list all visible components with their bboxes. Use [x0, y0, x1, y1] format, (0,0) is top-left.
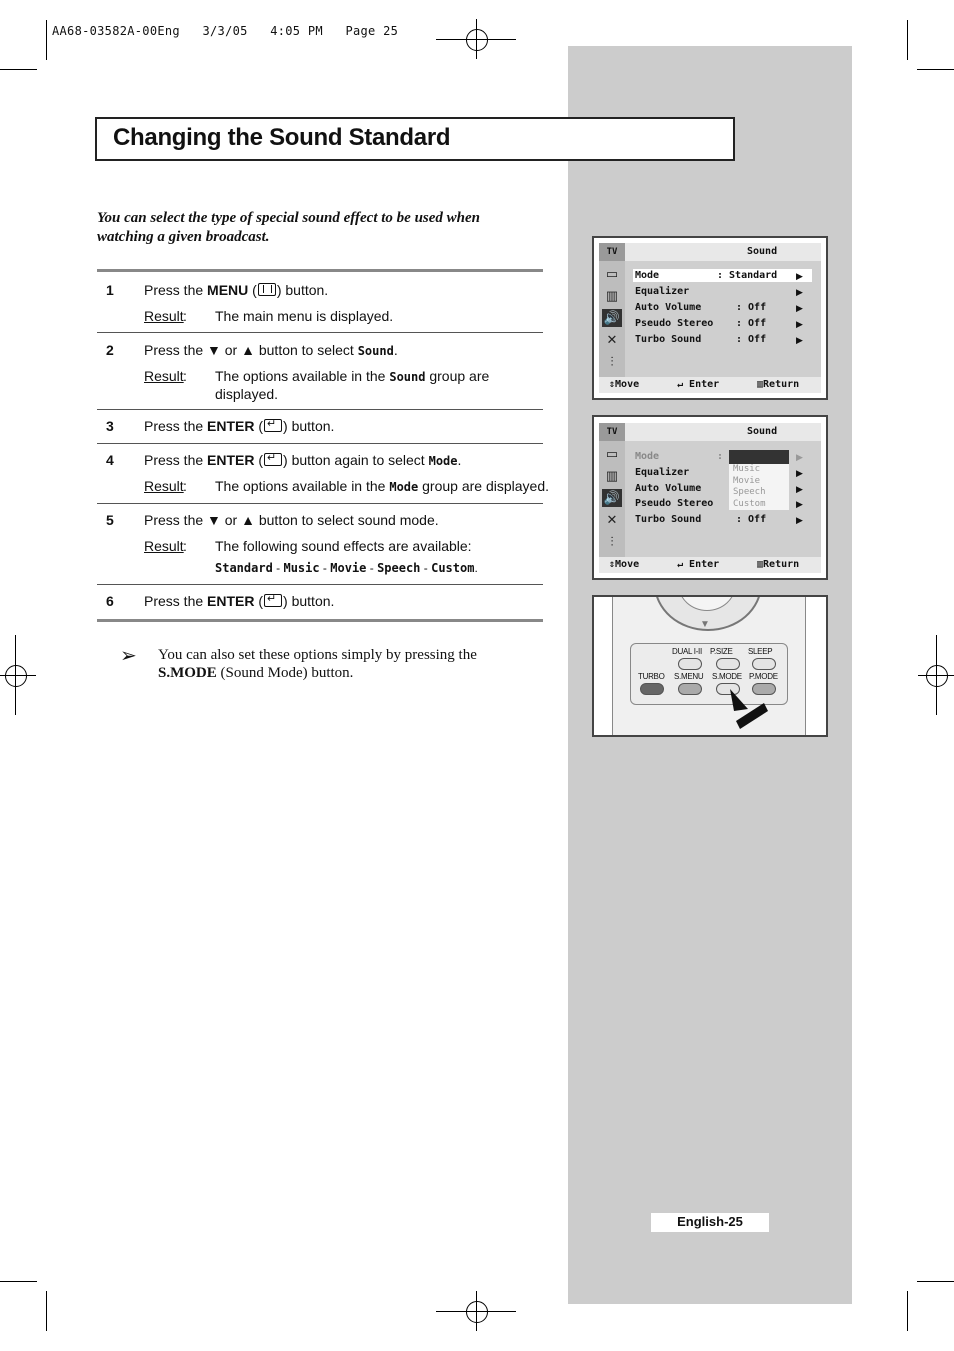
arrow-right-icon: ▶ [796, 287, 803, 297]
menu-row-turbo-sound: Turbo Sound : Off [635, 334, 767, 345]
row-divider [97, 443, 543, 444]
arrow-right-icon: ▶ [796, 468, 803, 478]
dropdown-option: Movie [733, 475, 761, 486]
enter-hint: ↵ Enter [677, 559, 720, 570]
move-hint: ⇕Move [609, 379, 640, 390]
crop-mark [0, 69, 37, 70]
result-text: The options available in the Sound group are displayed. [215, 368, 490, 402]
arrow-right-icon: ▶ [796, 515, 803, 525]
crop-mark [46, 20, 47, 60]
menu-row-turbo-sound: Turbo Sound : Off [635, 514, 767, 525]
page-number: English-25 [677, 1214, 743, 1229]
sleep-button [752, 658, 776, 670]
setup-icon: ▥ [605, 288, 619, 303]
move-hint: ⇕Move [609, 559, 640, 570]
crop-mark [917, 69, 954, 70]
menu-row-auto-volume: Auto Volume [635, 483, 702, 494]
tv-tab: TV [599, 423, 625, 441]
enter-hint: ↵ Enter [677, 379, 720, 390]
osd-icon-column [599, 441, 625, 557]
mode-dropdown [729, 464, 789, 510]
function-icon: ⫶ [610, 354, 614, 369]
remote-label: P.MODE [749, 672, 778, 681]
registration-mark [476, 1291, 477, 1331]
tv-tab: TV [599, 243, 625, 261]
registration-mark [0, 675, 36, 676]
step-text: Press the MENU ( ) button. [144, 282, 329, 298]
osd-header: Sound [747, 246, 778, 257]
enter-icon [264, 419, 282, 432]
result-text: The main menu is displayed. [215, 308, 394, 324]
remote-label: S.MODE [712, 672, 742, 681]
step-number: 3 [106, 418, 114, 434]
down-arrow-icon: ▼ [700, 619, 710, 630]
enter-icon [264, 594, 282, 607]
registration-mark [476, 19, 477, 59]
channel-icon: ✕ [606, 332, 618, 347]
arrow-right-icon: ▶ [796, 499, 803, 509]
step-text: Press the ▼ or ▲ button to select sound mode. [144, 512, 439, 528]
speaker-icon: 🔊 [603, 310, 621, 325]
arrow-right-icon: ▶ [796, 271, 803, 281]
step-text: Press the ENTER (↵ ) button. [144, 418, 334, 434]
registration-mark [5, 665, 27, 687]
crop-mark [917, 1281, 954, 1282]
step-number: 2 [106, 342, 114, 358]
picture-icon: ▭ [605, 266, 619, 281]
crop-mark [46, 1291, 47, 1331]
result-text: The options available in the Mode group are displayed. [215, 478, 550, 494]
row-divider [97, 503, 543, 504]
return-hint: ▥Return [757, 559, 800, 570]
step-text: Press the ENTER (↵ ) button again to select Mode. [144, 452, 461, 468]
menu-row-equalizer: Equalizer [635, 286, 690, 297]
page-title: Changing the Sound Standard [113, 124, 451, 151]
speaker-icon: 🔊 [603, 490, 621, 505]
osd-screenshot-1 [592, 236, 828, 400]
sound-effects-list: Standard - Music - Movie - Speech - Custom. [215, 561, 478, 575]
row-divider [97, 409, 543, 410]
osd-icon-column [599, 261, 625, 377]
arrow-right-icon: ▶ [796, 303, 803, 313]
function-icon: ⫶ [610, 534, 614, 549]
print-slug: AA68-03582A-00Eng 3/3/05 4:05 PM Page 25 [52, 24, 399, 38]
osd-header: Sound [747, 426, 778, 437]
psize-button [716, 658, 740, 670]
return-hint: ▥Return [757, 379, 800, 390]
registration-mark [936, 635, 937, 715]
step-number: 1 [106, 282, 114, 298]
result-label: Result [144, 538, 184, 554]
remote-label: S.MENU [674, 672, 704, 681]
table-top-rule [97, 269, 543, 272]
arrow-right-icon: ▶ [796, 452, 803, 462]
remote-label: TURBO [638, 672, 665, 681]
turbo-button [640, 683, 664, 695]
osd-footer [599, 557, 821, 573]
dual-button [678, 658, 702, 670]
menu-row-mode: Mode : [635, 451, 724, 462]
crop-mark [907, 1291, 908, 1331]
channel-icon: ✕ [606, 512, 618, 527]
step-number: 5 [106, 512, 114, 528]
row-divider [97, 332, 543, 333]
registration-mark [15, 635, 16, 715]
arrow-right-icon: ▶ [796, 319, 803, 329]
step-text: Press the ▼ or ▲ button to select Sound. [144, 342, 398, 358]
osd-screenshot-2 [592, 415, 828, 580]
dropdown-option: Custom [733, 498, 766, 509]
dropdown-option: Music [733, 464, 761, 474]
result-label: Result [144, 308, 184, 324]
intro-text: You can select the type of special sound effect to be used when watching a given broadcast. [97, 210, 481, 245]
remote-label: P.SIZE [710, 647, 733, 656]
remote-label: SLEEP [748, 647, 773, 656]
menu-row-mode: Mode : Standard [635, 270, 778, 281]
step-number: 4 [106, 452, 114, 468]
dropdown-option: Speech [733, 487, 766, 497]
menu-row-pseudo-stereo: Pseudo Stereo [635, 498, 714, 509]
step-text: Press the ENTER (↵ ) button. [144, 593, 334, 609]
menu-icon [258, 283, 276, 296]
table-bottom-rule [97, 619, 543, 622]
pointer-arrow-icon [722, 687, 772, 733]
dropdown-selected [729, 450, 789, 464]
result-label: Result [144, 368, 184, 384]
menu-row-auto-volume: Auto Volume : Off [635, 302, 767, 313]
registration-mark [466, 29, 488, 51]
enter-icon [264, 453, 282, 466]
remote-label: DUAL I-II [672, 647, 702, 656]
registration-mark [926, 665, 948, 687]
menu-row-equalizer: Equalizer [635, 467, 690, 478]
step-number: 6 [106, 593, 114, 609]
menu-row-pseudo-stereo: Pseudo Stereo : Off [635, 318, 767, 329]
arrow-right-icon: ▶ [796, 484, 803, 494]
result-label: Result [144, 478, 184, 494]
note-arrow-icon: ➢ [120, 645, 137, 667]
osd-footer [599, 377, 821, 393]
arrow-right-icon: ▶ [796, 335, 803, 345]
note-text: You can also set these options simply by pressing the S.MODE (Sound Mode) button. [158, 647, 477, 681]
registration-mark [466, 1301, 488, 1323]
result-text: The following sound effects are available: [215, 538, 472, 554]
picture-icon: ▭ [605, 446, 619, 461]
crop-mark [907, 20, 908, 60]
remote-illustration [592, 595, 828, 737]
row-divider [97, 584, 543, 585]
setup-icon: ▥ [605, 468, 619, 483]
crop-mark [0, 1281, 37, 1282]
smenu-button [678, 683, 702, 695]
